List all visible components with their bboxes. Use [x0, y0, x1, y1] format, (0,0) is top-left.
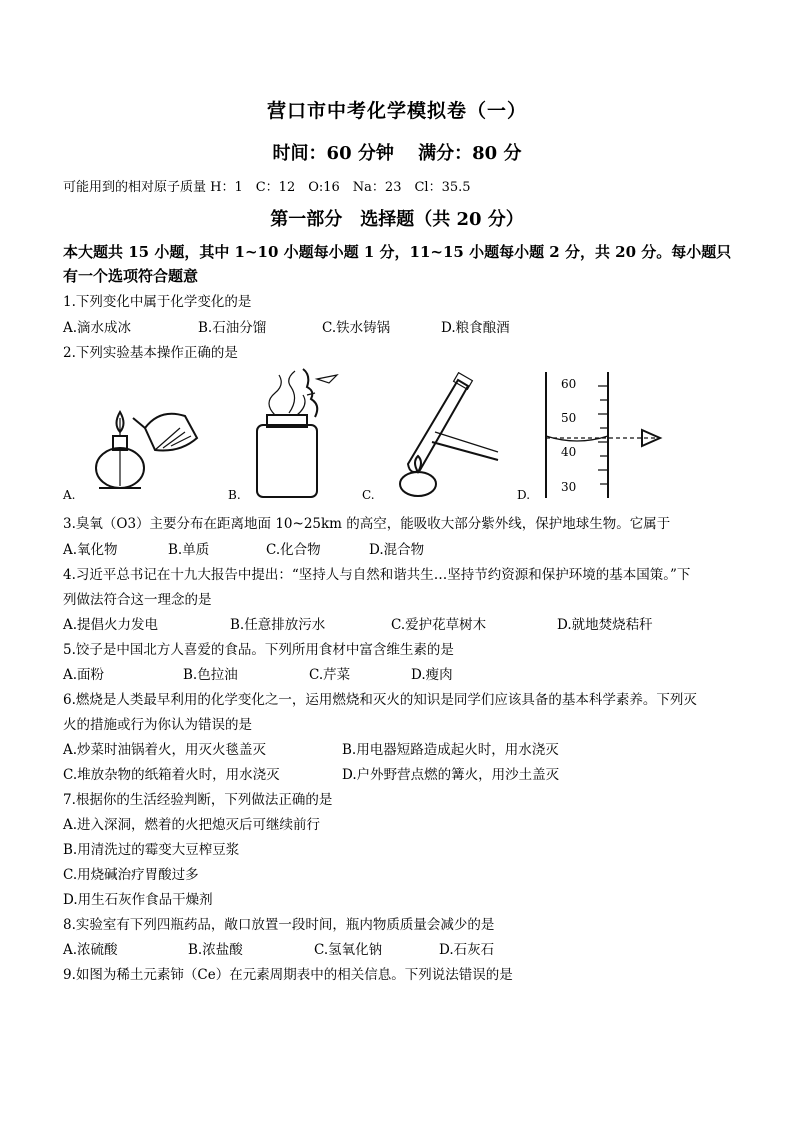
q5-option-c: C.芹菜 [309, 667, 351, 683]
q4-option-b: B.任意排放污水 [230, 617, 326, 633]
question-1-stem: 1.下列变化中属于化学变化的是 [63, 294, 252, 310]
cylinder-tick-50: 50 [561, 411, 577, 425]
cylinder-tick-60: 60 [561, 377, 577, 391]
figure-b-label: B. [228, 488, 241, 502]
exam-time-score: 时间：60 分钟 满分：80 分 [272, 143, 522, 164]
question-8-stem: 8.实验室有下列四瓶药品，敞口放置一段时间，瓶内物质质量会减少的是 [63, 917, 495, 933]
q6-option-a: A.炒菜时油锅着火，用灭火毯盖灭 [63, 742, 267, 758]
q4-option-c: C.爱护花草树木 [391, 617, 487, 633]
figure-c-label: C. [362, 488, 375, 502]
q1-option-d: D.粮食酿酒 [441, 320, 510, 336]
q8-option-b: B.浓盐酸 [188, 942, 243, 958]
q5-option-d: D.瘦肉 [411, 667, 453, 683]
question-4-stem-cont: 列做法符合这一理念的是 [63, 592, 212, 608]
cylinder-tick-30: 30 [561, 480, 577, 494]
q8-option-c: C.氢氧化钠 [314, 942, 383, 958]
question-2-stem: 2.下列实验基本操作正确的是 [63, 345, 238, 361]
atomic-masses: 可能用到的相对原子质量 H：1 C：12 O:16 Na：23 Cl：35.5 [63, 180, 471, 195]
q1-option-c: C.铁水铸锅 [322, 320, 391, 336]
q4-option-a: A.提倡火力发电 [63, 617, 159, 633]
q3-option-a: A.氧化物 [63, 542, 118, 558]
figure-a-label: A. [63, 488, 76, 502]
q6-option-b: B.用电器短路造成起火时，用水浇灭 [342, 742, 559, 758]
figure-c-heating-test-tube [380, 372, 505, 500]
q7-option-d: D.用生石灰作食品干燥剂 [63, 892, 213, 908]
page-title: 营口市中考化学模拟卷（一） [266, 100, 527, 122]
question-5-stem: 5.饺子是中国北方人喜爱的食品。下列所用食材中富含维生素的是 [63, 642, 454, 658]
q1-option-a: A.滴水成冰 [63, 320, 132, 336]
q3-option-c: C.化合物 [266, 542, 321, 558]
q5-option-a: A.面粉 [63, 667, 105, 683]
q6-option-c: C.堆放杂物的纸箱着火时，用水浇灭 [63, 767, 280, 783]
q7-option-b: B.用清洗过的霉变大豆榨豆浆 [63, 842, 240, 858]
question-3-stem: 3.臭氧（O3）主要分布在距离地面 10~25km 的高空，能吸收大部分紫外线，保护地球生物。它属于 [63, 516, 671, 532]
question-7-stem: 7.根据你的生活经验判断，下列做法正确的是 [63, 792, 333, 808]
question-6-stem: 6.燃烧是人类最早利用的化学变化之一，运用燃烧和灭火的知识是同学们应该具备的基本科学素养。下列灭 [63, 692, 697, 708]
figure-d-graduated-cylinder [536, 370, 666, 500]
figure-d-label: D. [517, 488, 531, 502]
q8-option-a: A.浓硫酸 [63, 942, 118, 958]
q5-option-b: B.色拉油 [183, 667, 238, 683]
q3-option-d: D.混合物 [369, 542, 425, 558]
q4-option-d: D.就地焚烧秸秆 [557, 617, 653, 633]
question-6-stem-cont: 火的措施或行为你认为错误的是 [63, 717, 252, 733]
part-heading: 第一部分 选择题（共 20 分） [270, 209, 524, 230]
q6-option-d: D.户外野营点燃的篝火，用沙土盖灭 [342, 767, 560, 783]
question-4-stem: 4.习近平总书记在十九大报告中提出：“坚持人与自然和谐共生…坚持节约资源和保护环境的基本国策。”下 [63, 567, 691, 583]
figure-b-gas-jar-smelling [245, 365, 355, 500]
figure-a-lamp-lighting [85, 398, 215, 503]
q7-option-c: C.用烧碱治疗胃酸过多 [63, 867, 199, 883]
cylinder-tick-40: 40 [561, 445, 577, 459]
q7-option-a: A.进入深洞，燃着的火把熄灭后可继续前行 [63, 817, 321, 833]
part-instructions: 本大题共 15 小题，其中 1~10 小题每小题 1 分，11~15 小题每小题 2 分，共 20 分。每小题只有一个选项符合题意 [63, 243, 732, 285]
q8-option-d: D.石灰石 [439, 942, 495, 958]
q1-option-b: B.石油分馏 [198, 320, 267, 336]
q3-option-b: B.单质 [168, 542, 210, 558]
question-9-stem: 9.如图为稀土元素铈（Ce）在元素周期表中的相关信息。下列说法错误的是 [63, 967, 513, 983]
